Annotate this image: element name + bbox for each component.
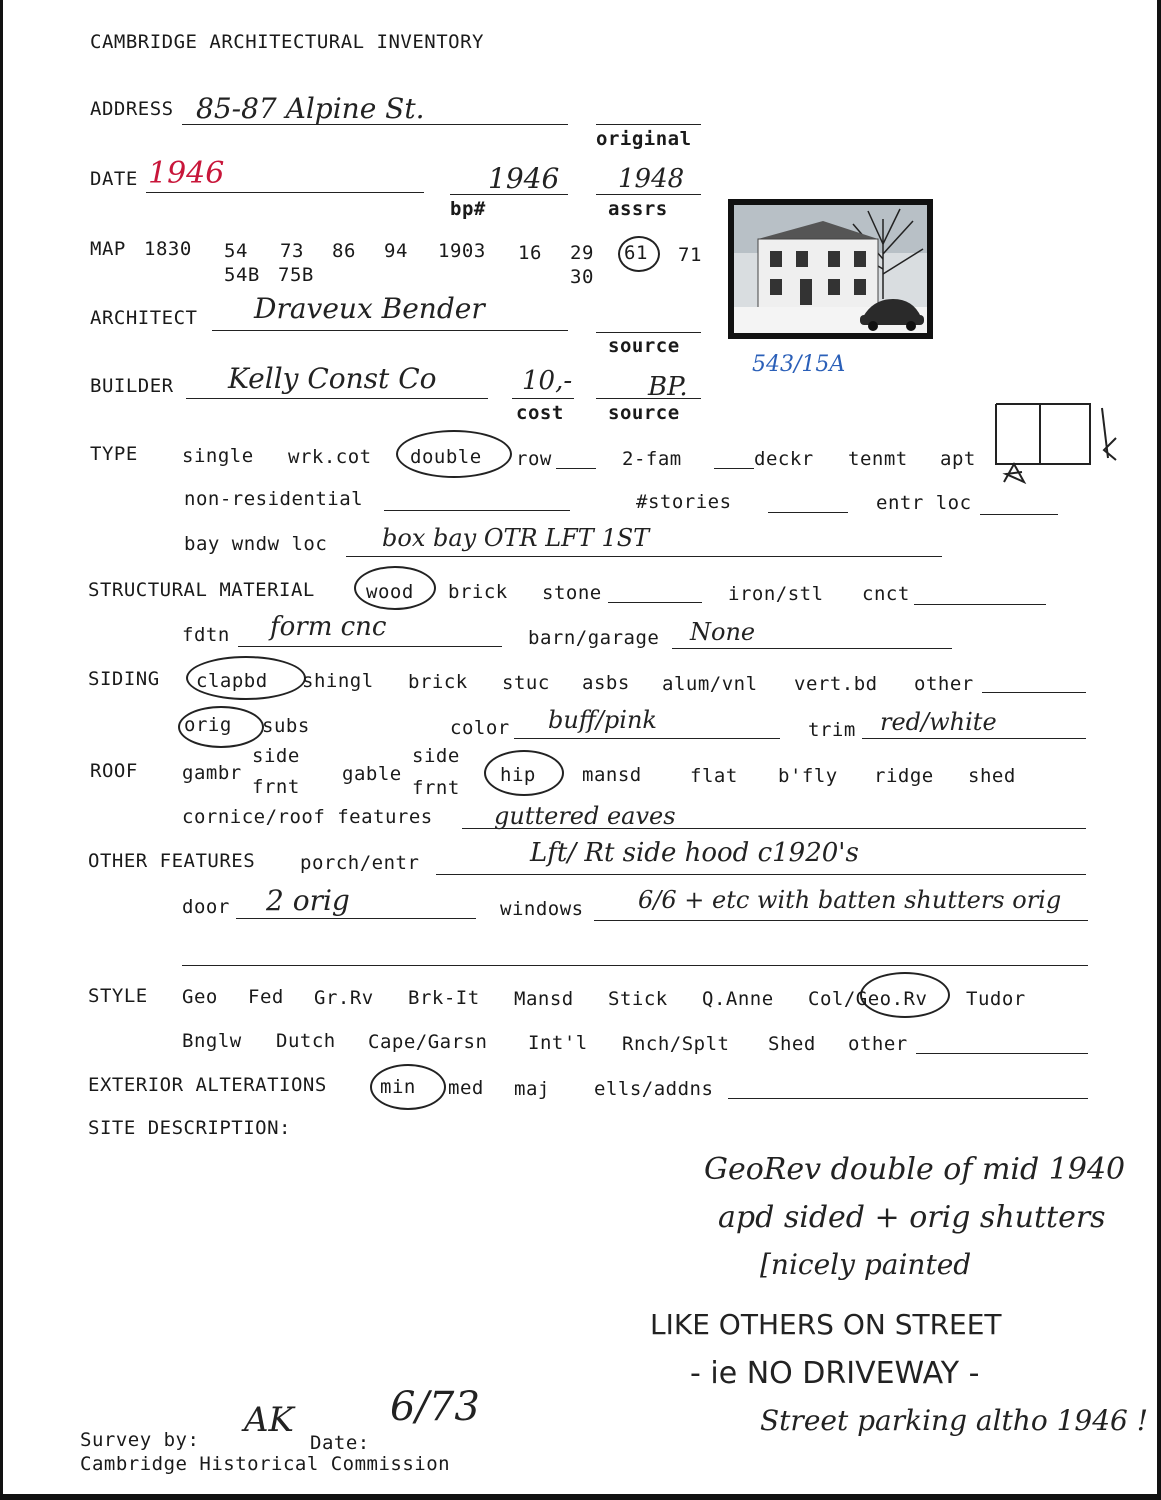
struct-stone-line	[608, 602, 702, 603]
struct-brick: brick	[448, 581, 508, 603]
entr-loc-label: entr loc	[876, 492, 972, 514]
site-note-5: - ie NO DRIVEWAY -	[690, 1356, 980, 1391]
survey-date-value: 6/73	[390, 1384, 480, 1430]
roof-gable: gable	[342, 763, 402, 785]
other-label: OTHER FEATURES	[88, 850, 256, 872]
architect-label: ARCHITECT	[90, 307, 198, 329]
assrs-line	[596, 194, 701, 195]
roof-side-2: side	[412, 745, 460, 767]
windows-value: 6/6 + etc with batten shutters orig	[638, 886, 1062, 914]
floor-plan-sketch	[990, 398, 1130, 488]
map-86: 86	[332, 240, 356, 262]
house-photo	[728, 199, 933, 339]
color-line	[514, 738, 780, 739]
color-value: buff/pink	[548, 706, 657, 734]
style-col-georv: Col/Geo.Rv	[808, 988, 928, 1010]
stories-label: #stories	[636, 491, 732, 513]
style-geo: Geo	[182, 986, 218, 1008]
site-label: SITE DESCRIPTION:	[88, 1117, 291, 1139]
porch-value: Lft/ Rt side hood c1920's	[530, 838, 859, 868]
barn-line	[672, 648, 952, 649]
site-note-1: GeoRev double of mid 1940	[704, 1152, 1126, 1187]
architect-source-line	[596, 332, 701, 333]
style-other-line	[916, 1053, 1088, 1054]
roof-bfly: b'fly	[778, 765, 838, 787]
roof-label: ROOF	[90, 760, 138, 782]
map-54b: 54B	[224, 264, 260, 286]
original-label: original	[596, 128, 692, 150]
style-rnch: Rnch/Splt	[622, 1033, 730, 1055]
builder-line	[186, 398, 488, 399]
date-line	[146, 192, 424, 193]
cost-line	[512, 398, 574, 399]
fdtn-value: form cnc	[270, 612, 387, 642]
builder-label: BUILDER	[90, 375, 174, 397]
roof-ridge: ridge	[874, 765, 934, 787]
type-row-line	[556, 468, 596, 469]
bp-line	[450, 194, 568, 195]
survey-label: Survey by:	[80, 1429, 200, 1451]
struct-iron: iron/stl	[728, 583, 824, 605]
assrs-value: 1948	[618, 164, 685, 194]
map-75b: 75B	[278, 264, 314, 286]
architect-line	[212, 330, 568, 331]
roof-hip: hip	[500, 764, 536, 786]
site-note-6: Street parking altho 1946 !	[760, 1404, 1148, 1437]
map-73: 73	[280, 240, 304, 262]
siding-alum: alum/vnl	[662, 673, 758, 695]
porch-label: porch/entr	[300, 852, 420, 874]
photo-ref: 543/15A	[752, 352, 846, 377]
bay-label: bay wndw loc	[184, 533, 328, 555]
style-qanne: Q.Anne	[702, 988, 774, 1010]
builder-source-value: BP.	[648, 372, 688, 402]
map-29: 29	[570, 242, 594, 264]
windows-label: windows	[500, 898, 584, 920]
cost-label: cost	[516, 402, 564, 424]
date-label: DATE	[90, 168, 138, 190]
survey-date-label: Date:	[310, 1432, 370, 1454]
siding-brick: brick	[408, 671, 468, 693]
form-title: CAMBRIDGE ARCHITECTURAL INVENTORY	[90, 31, 484, 53]
site-note-4: LIKE OTHERS ON STREET	[650, 1308, 1002, 1341]
type-2fam: 2-fam	[622, 448, 682, 470]
bay-value: box bay OTR LFT 1ST	[382, 524, 650, 552]
trim-line	[862, 738, 1086, 739]
scan-edge-bottom	[0, 1494, 1161, 1500]
map-label: MAP	[90, 238, 126, 260]
map-94: 94	[384, 240, 408, 262]
type-deckr: deckr	[754, 448, 814, 470]
struct-wood: wood	[366, 581, 414, 603]
ext-med: med	[448, 1077, 484, 1099]
ext-ells-line	[728, 1098, 1088, 1099]
type-row: row	[516, 448, 552, 470]
builder-value: Kelly Const Co	[228, 362, 437, 395]
nonres-label: non-residential	[184, 488, 364, 510]
style-stick: Stick	[608, 988, 668, 1010]
site-note-3: [nicely painted	[760, 1248, 972, 1281]
entr-loc-line	[980, 514, 1058, 515]
blank-line	[182, 965, 1088, 966]
roof-flat: flat	[690, 765, 738, 787]
style-mansd: Mansd	[514, 988, 574, 1010]
map-71: 71	[678, 244, 702, 266]
scan-edge-right	[1157, 0, 1161, 1500]
siding-clapbd: clapbd	[196, 670, 268, 692]
siding-other-line	[982, 692, 1086, 693]
survey-value: AK	[244, 1400, 294, 1440]
style-shed: Shed	[768, 1033, 816, 1055]
type-apt: apt	[940, 448, 976, 470]
bp-label: bp#	[450, 198, 486, 220]
architect-value: Draveux Bender	[254, 292, 485, 325]
color-label: color	[450, 717, 510, 739]
assrs-label: assrs	[608, 198, 668, 220]
porch-line	[436, 874, 1086, 875]
stories-line	[768, 512, 848, 513]
bay-line	[346, 556, 942, 557]
windows-line	[594, 920, 1088, 921]
date-value: 1946	[148, 156, 225, 191]
trim-label: trim	[808, 719, 856, 741]
scan-edge-left	[0, 0, 3, 1500]
siding-asbs: asbs	[582, 672, 630, 694]
house-photo-image	[728, 199, 933, 339]
type-deckr-line	[714, 468, 754, 469]
ext-label: EXTERIOR ALTERATIONS	[88, 1074, 327, 1096]
style-fed: Fed	[248, 986, 284, 1008]
siding-vert: vert.bd	[794, 673, 878, 695]
map-1903: 1903	[438, 240, 486, 262]
type-wrk-cot: wrk.cot	[288, 446, 372, 468]
cornice-label: cornice/roof features	[182, 806, 433, 828]
type-tenmt: tenmt	[848, 448, 908, 470]
style-bnglw: Bnglw	[182, 1030, 242, 1052]
builder-source-label: source	[608, 402, 680, 424]
struct-cnct: cnct	[862, 583, 910, 605]
builder-source-line	[596, 398, 701, 399]
ext-maj: maj	[514, 1078, 550, 1100]
style-intl: Int'l	[528, 1032, 588, 1054]
architect-source-label: source	[608, 335, 680, 357]
ext-min: min	[380, 1076, 416, 1098]
site-note-2: apd sided + orig shutters	[718, 1200, 1106, 1235]
roof-frnt-1: frnt	[252, 776, 300, 798]
style-cape: Cape/Garsn	[368, 1031, 488, 1053]
roof-shed: shed	[968, 765, 1016, 787]
map-30: 30	[570, 266, 594, 288]
type-single: single	[182, 445, 254, 467]
struct-cnct-line	[914, 604, 1046, 605]
door-label: door	[182, 896, 230, 918]
roof-mansd: mansd	[582, 764, 642, 786]
barn-label: barn/garage	[528, 627, 660, 649]
commission-label: Cambridge Historical Commission	[80, 1453, 451, 1475]
door-line	[236, 918, 476, 919]
siding-label: SIDING	[88, 668, 160, 690]
siding-stuc: stuc	[502, 672, 550, 694]
type-double: double	[410, 446, 482, 468]
roof-side-1: side	[252, 745, 300, 767]
map-54: 54	[224, 240, 248, 262]
style-grrv: Gr.Rv	[314, 987, 374, 1009]
trim-value: red/white	[880, 708, 997, 736]
fdtn-line	[238, 646, 502, 647]
address-label: ADDRESS	[90, 98, 174, 120]
nonres-line	[384, 510, 570, 511]
siding-other: other	[914, 673, 974, 695]
style-tudor: Tudor	[966, 988, 1026, 1010]
style-label: STYLE	[88, 985, 148, 1007]
subs-label: subs	[262, 715, 310, 737]
map-61: 61	[624, 242, 648, 264]
map-16: 16	[518, 242, 542, 264]
style-brkit: Brk-It	[408, 987, 480, 1009]
fdtn-label: fdtn	[182, 624, 230, 646]
cost-value: 10,-	[522, 366, 573, 396]
door-value: 2 orig	[266, 884, 350, 917]
orig-label: orig	[184, 714, 232, 736]
original-overline	[596, 124, 701, 125]
cornice-line	[462, 828, 1086, 829]
map-1830: 1830	[144, 238, 192, 260]
bp-value: 1946	[488, 162, 560, 195]
struct-label: STRUCTURAL MATERIAL	[88, 579, 315, 601]
style-other: other	[848, 1033, 908, 1055]
siding-shingl: shingl	[302, 670, 374, 692]
style-dutch: Dutch	[276, 1030, 336, 1052]
barn-value: None	[690, 618, 756, 646]
ext-ells: ells/addns	[594, 1078, 714, 1100]
roof-gambr: gambr	[182, 762, 242, 784]
struct-stone: stone	[542, 582, 602, 604]
cornice-value: guttered eaves	[494, 802, 676, 830]
type-label: TYPE	[90, 443, 138, 465]
address-value: 85-87 Alpine St.	[196, 92, 425, 125]
roof-frnt-2: frnt	[412, 777, 460, 799]
